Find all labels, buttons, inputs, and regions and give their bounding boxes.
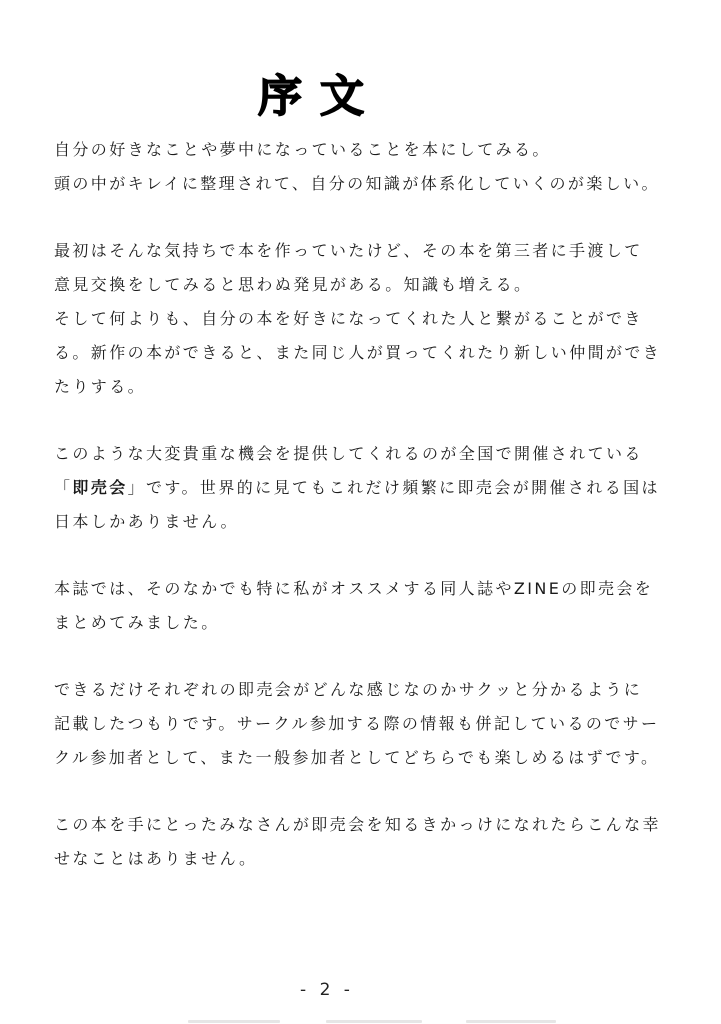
text-fragment: 」です。世界的に見てもこれだけ頻繁に即売会が開催される国は [127,478,660,497]
paragraph-1 [54,133,674,201]
bracket-open: 「 [54,478,73,497]
next-page-bleed [0,1018,721,1024]
text-line: 日本しかありません。 [54,512,239,531]
text-line: 本誌では、そのなかでも特に私がオススメする同人誌やZINEの即売会を [54,579,654,598]
text-line: まとめてみました。 [54,613,220,632]
text-line: る。新作の本ができると、また同じ人が買ってくれたり新しい仲間ができ [54,343,662,362]
text-line: そして何よりも、自分の本を好きになってくれた人と繋がることができ [54,309,643,328]
page-title: 序文 [258,71,382,123]
text-line: 頭の中がキレイに整理されて、自分の知識が体系化していくのが楽しい。 [54,174,660,193]
text-line: せなことはありません。 [54,849,258,868]
highlight-term: 即売会 [72,478,128,497]
text-line: この本を手にとったみなさんが即売会を知るきかっけになれたらこんな幸 [54,815,661,834]
text-line: できるだけそれぞれの即売会がどんな感じなのかサクッと分かるように [54,680,643,699]
text-line: このような大変貴重な機会を提供してくれるのが全国で開催されている [54,444,643,463]
text-line: 記載したつもりです。サークル参加する際の情報も併記しているのでサー [54,714,660,733]
paragraph-2 [54,234,674,404]
paragraph-4 [54,572,674,640]
paragraph-3 [54,437,674,539]
page-number: - 2 - [300,980,354,1000]
text-line: 自分の好きなことや夢中になっていることを本にしてみる。 [54,140,551,159]
preface-body [54,133,674,909]
paragraph-5 [54,673,674,775]
text-line: クル参加者として、また一般参加者としてどちらでも楽しめるはずです。 [54,748,660,767]
text-line: 最初はそんな気持ちで本を作っていたけど、その本を第三者に手渡して [54,241,643,260]
paragraph-6 [54,808,674,876]
text-line: たりする。 [54,377,147,396]
text-line [54,471,674,505]
text-line: 意見交換をしてみると思わぬ発見がある。知識も増える。 [54,275,533,294]
